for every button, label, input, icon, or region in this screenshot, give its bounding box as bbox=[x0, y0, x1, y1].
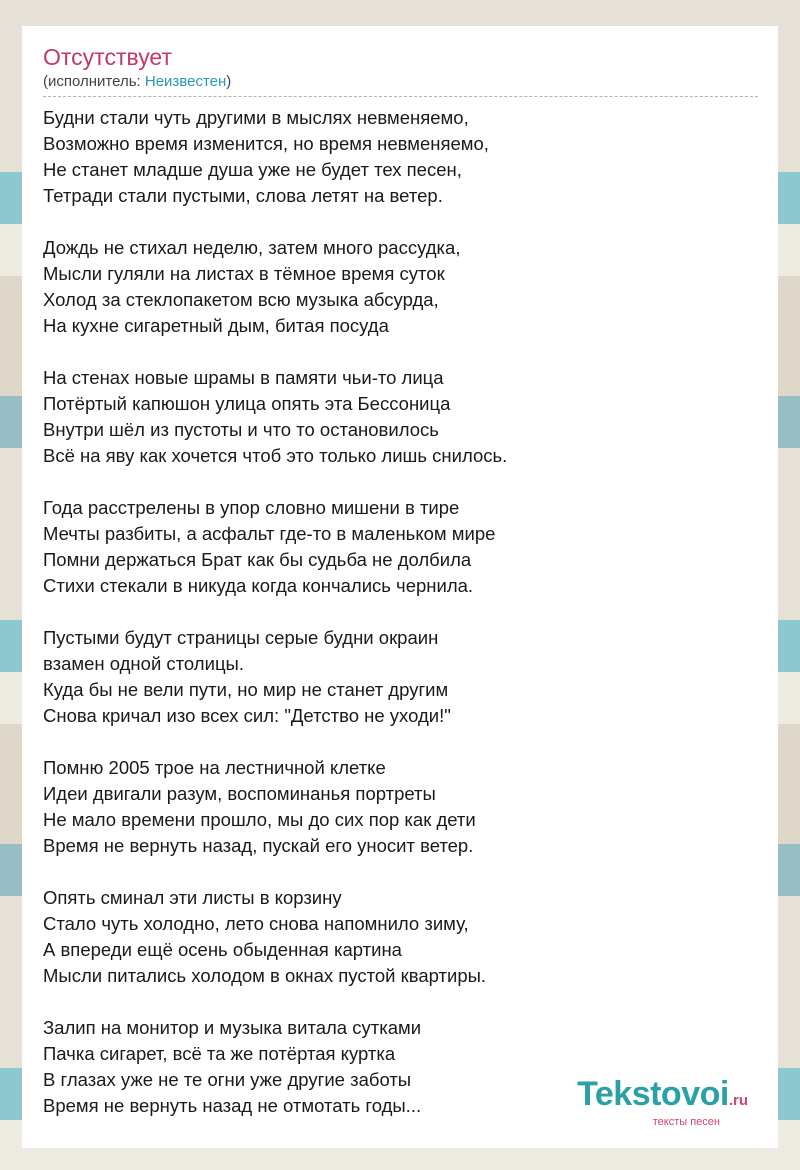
lyrics-stanza bbox=[43, 495, 758, 599]
lyrics-card bbox=[22, 26, 778, 1148]
lyrics-line: А впереди ещё осень обыденная картина bbox=[43, 939, 402, 960]
lyrics-stanza bbox=[43, 755, 758, 859]
lyrics-line: Мысли питались холодом в окнах пустой квартиры. bbox=[43, 965, 487, 986]
lyrics-line: Внутри шёл из пустоты и что то остановилось bbox=[43, 419, 439, 440]
lyrics-line: Время не вернуть назад, пускай его уносит ветер. bbox=[43, 835, 474, 856]
artist-link[interactable]: Неизвестен bbox=[144, 73, 227, 90]
lyrics-line: Идеи двигали разум, воспоминанья портреты bbox=[43, 783, 436, 804]
lyrics-line: Пачка сигарет, всё та же потёртая куртка bbox=[43, 1043, 396, 1064]
logo-tld: .ru bbox=[728, 1092, 748, 1109]
lyrics-line: Дождь не стихал неделю, затем много рассудка, bbox=[43, 237, 461, 258]
lyrics-line: взамен одной столицы. bbox=[43, 653, 244, 674]
lyrics-line: Не мало времени прошло, мы до сих пор как дети bbox=[43, 809, 476, 830]
site-logo[interactable] bbox=[577, 1077, 748, 1128]
lyrics-line: Помню 2005 трое на лестничной клетке bbox=[43, 757, 386, 778]
lyrics-line: Потёртый капюшон улица опять эта Бессоница bbox=[43, 393, 451, 414]
lyrics-line: Стихи стекали в никуда когда кончались чернила. bbox=[43, 575, 474, 596]
lyrics-line: Не станет младше душа уже не будет тех песен, bbox=[43, 159, 462, 180]
lyrics-line: Возможно время изменится, но время невменяемо, bbox=[43, 133, 489, 154]
lyrics-stanza bbox=[43, 365, 758, 469]
lyrics-line: Мысли гуляли на листах в тёмное время суток bbox=[43, 263, 445, 284]
lyrics-stanza bbox=[43, 235, 758, 339]
lyrics-line: Стало чуть холодно, лето снова напомнило зиму, bbox=[43, 913, 469, 934]
lyrics-body bbox=[43, 105, 758, 1119]
lyrics-line: Тетради стали пустыми, слова летят на ветер. bbox=[43, 185, 443, 206]
logo-tagline: тексты песен bbox=[652, 1116, 720, 1128]
lyrics-line: Будни стали чуть другими в мыслях невменяемо, bbox=[43, 107, 469, 128]
lyrics-line: Мечты разбиты, а асфальт где-то в маленьком мире bbox=[43, 523, 496, 544]
artist-suffix: ) bbox=[226, 73, 232, 90]
lyrics-line: Куда бы не вели пути, но мир не станет другим bbox=[43, 679, 449, 700]
lyrics-line: Помни держаться Брат как бы судьба не долбила bbox=[43, 549, 472, 570]
lyrics-line: Опять сминал эти листы в корзину bbox=[43, 887, 342, 908]
lyrics-stanza bbox=[43, 105, 758, 209]
artist-line bbox=[43, 72, 758, 97]
lyrics-line: Время не вернуть назад не отмотать годы... bbox=[43, 1095, 422, 1116]
lyrics-line: Пустыми будут страницы серые будни окраин bbox=[43, 627, 439, 648]
lyrics-line: Года расстрелены в упор словно мишени в тире bbox=[43, 497, 460, 518]
logo-name: Tekstovoi bbox=[577, 1075, 729, 1113]
lyrics-stanza bbox=[43, 625, 758, 729]
lyrics-line: На кухне сигаретный дым, битая посуда bbox=[43, 315, 389, 336]
lyrics-line: На стенах новые шрамы в памяти чьи-то лица bbox=[43, 367, 444, 388]
song-title: Отсутствует bbox=[43, 44, 172, 70]
lyrics-line: Холод за стеклопакетом всю музыка абсурда, bbox=[43, 289, 439, 310]
lyrics-line: Снова кричал изо всех сил: "Детство не уходи!" bbox=[43, 705, 451, 726]
lyrics-line: Залип на монитор и музыка витала сутками bbox=[43, 1017, 422, 1038]
lyrics-line: В глазах уже не те огни уже другие заботы bbox=[43, 1069, 412, 1090]
artist-prefix: (исполнитель: bbox=[43, 73, 145, 90]
lyrics-stanza bbox=[43, 885, 758, 989]
lyrics-line: Всё на яву как хочется чтоб это только лишь снилось. bbox=[43, 445, 508, 466]
